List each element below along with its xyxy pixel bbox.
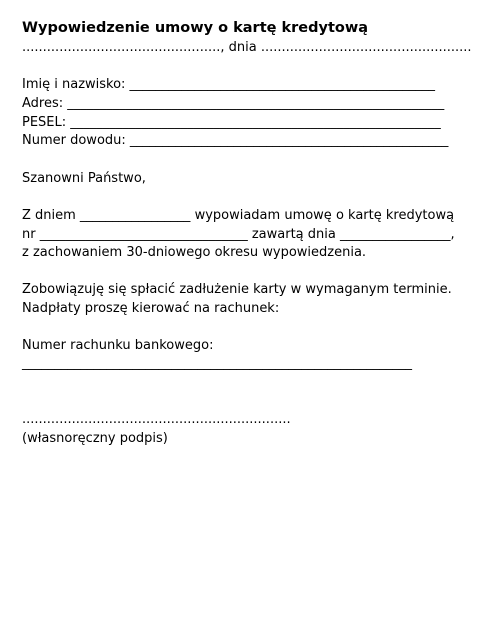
body-line: z zachowaniem 30-dniowego okresu wypowiedzenia.	[22, 245, 367, 260]
signature-caption: (własnoręczny podpis)	[22, 431, 168, 446]
repay-line: Nadpłaty proszę kierować na rachunek:	[22, 301, 280, 316]
body-line: nr ________________________________ zawartą dnia _________________,	[22, 227, 455, 242]
field-pesel: PESEL: _________________________________________________________	[22, 115, 441, 130]
account-label: Numer rachunku bankowego:	[22, 338, 214, 353]
repay-line: Zobowiązuję się spłacić zadłużenie karty w wymaganym terminie.	[22, 282, 452, 297]
greeting: Szanowni Państwo,	[22, 171, 146, 186]
place-date-line: ................................................, dnia ...................................................	[22, 40, 472, 55]
field-name: Imię i nazwisko: _______________________________________________	[22, 77, 436, 92]
field-id-number: Numer dowodu: _________________________________________________	[22, 133, 449, 148]
field-address: Adres: __________________________________________________________	[22, 96, 445, 111]
document-title: Wypowiedzenie umowy o kartę kredytową	[22, 20, 369, 36]
account-line: ____________________________________________________________	[22, 356, 412, 371]
signature-line: .................................................................	[22, 412, 291, 427]
body-line: Z dniem _________________ wypowiadam umowę o kartę kredytową	[22, 208, 455, 223]
